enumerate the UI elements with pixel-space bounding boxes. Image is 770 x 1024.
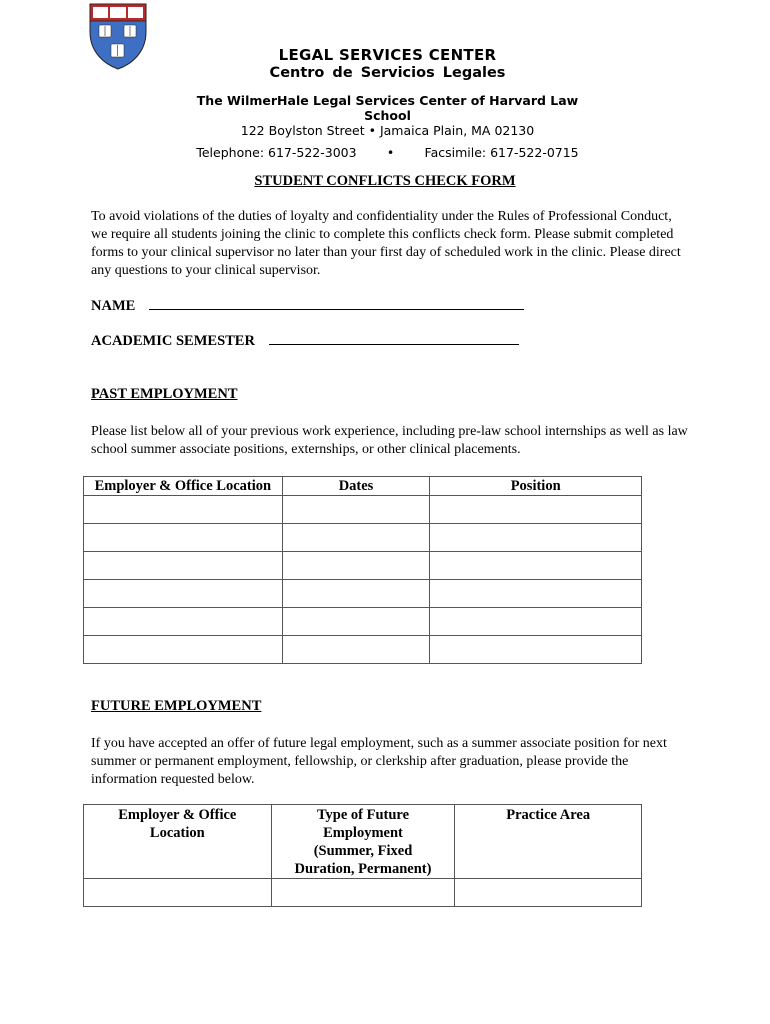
column-header: Employer & Office Location [84, 477, 283, 496]
name-field [91, 298, 524, 315]
future-employment-instructions: If you have accepted an offer of future legal employment, such as a summer associate position for next summer or permanent employment, fellowship, or clerkship after graduation, please provide the information requested below. [91, 736, 667, 787]
facsimile: Facsimile: 617-522-0715 [424, 145, 579, 160]
form-title: STUDENT CONFLICTS CHECK FORM [254, 173, 516, 189]
table-cell[interactable] [84, 608, 283, 636]
table-cell[interactable] [282, 552, 430, 580]
past-employment-table [83, 476, 642, 664]
telephone: Telephone: 617-522-3003 [196, 145, 357, 160]
table-cell[interactable] [282, 608, 430, 636]
table-header-row [84, 805, 642, 879]
table-cell[interactable] [84, 879, 272, 907]
future-employment-heading: FUTURE EMPLOYMENT [91, 698, 262, 714]
past-employment-instructions: Please list below all of your previous work experience, including pre-law school internships as well as law school summer associate positions, externships, or other clinical placements. [91, 424, 688, 457]
org-name-english: LEGAL SERVICES CENTER [278, 46, 497, 64]
column-header-practice-area: Practice Area [455, 805, 642, 879]
column-header-employment-type: Type of Future Employment (Summer, Fixed Duration, Permanent) [271, 805, 455, 879]
table-header-row [84, 477, 642, 496]
org-address: 122 Boylston Street • Jamaica Plain, MA 02130 [240, 123, 535, 138]
name-input-line[interactable] [149, 298, 524, 310]
org-name-spanish: Centro de Servicios Legales [269, 65, 506, 81]
table-cell[interactable] [84, 524, 283, 552]
table-row [84, 524, 642, 552]
table-cell[interactable] [84, 552, 283, 580]
table-row [84, 496, 642, 524]
table-cell[interactable] [84, 580, 283, 608]
table-cell[interactable] [430, 496, 642, 524]
table-cell[interactable] [84, 496, 283, 524]
table-cell[interactable] [282, 524, 430, 552]
table-row [84, 552, 642, 580]
semester-input-line[interactable] [269, 333, 519, 345]
table-cell[interactable] [282, 496, 430, 524]
table-cell[interactable] [282, 580, 430, 608]
table-cell[interactable] [455, 879, 642, 907]
table-cell[interactable] [282, 636, 430, 664]
table-cell[interactable] [84, 636, 283, 664]
contact-line [0, 145, 770, 160]
table-cell[interactable] [430, 580, 642, 608]
org-full-name: The WilmerHale Legal Services Center of Harvard Law School [196, 93, 579, 123]
table-cell[interactable] [430, 608, 642, 636]
table-row [84, 879, 642, 907]
contact-separator: • [386, 145, 395, 160]
past-employment-heading: PAST EMPLOYMENT [91, 386, 238, 402]
future-employment-table [83, 804, 642, 907]
column-header-employer: Employer & Office Location [84, 805, 272, 879]
semester-label: ACADEMIC SEMESTER [91, 333, 255, 349]
column-header: Dates [282, 477, 430, 496]
table-cell[interactable] [430, 552, 642, 580]
table-row [84, 636, 642, 664]
semester-field [91, 333, 519, 350]
table-cell[interactable] [430, 636, 642, 664]
table-cell[interactable] [430, 524, 642, 552]
table-cell[interactable] [271, 879, 455, 907]
column-header: Position [430, 477, 642, 496]
table-row [84, 580, 642, 608]
name-label: NAME [91, 298, 136, 314]
intro-paragraph: To avoid violations of the duties of loyalty and confidentiality under the Rules of Professional Conduct, we require all students joining the clinic to complete this conflicts check form. Please submit completed forms to your clinical supervisor no later than your first day of scheduled work in the clinic. Please direct any questions to your clinical supervisor. [91, 209, 681, 278]
table-row [84, 608, 642, 636]
